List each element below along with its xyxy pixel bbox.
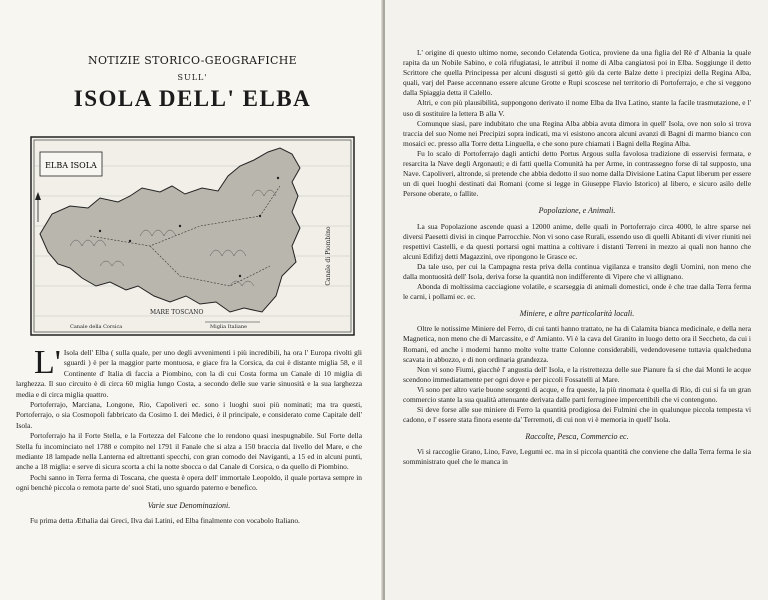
title-small: NOTIZIE STORICO-GEOGRAFICHE	[88, 54, 297, 67]
section-heading-miniere: Miniere, e altre particolarità locali.	[519, 309, 635, 319]
section-heading-popolazione: Popolazione, e Animali.	[538, 206, 616, 216]
paragraph: Da tale uso, per cui la Campagna resta priva della continua vigilanza e transito degli Uomini, non meno che dalla montuosità dell' Isola, deriva forse la quantità non indifferente di Vipere che vi allignano.	[403, 261, 751, 281]
paragraph: Non vi sono Fiumi, giacchè l' angustia dell' Isola, e la ristrettezza delle sue Pianure fa si che dai Monti le acque scendono immediatamente per ogni dove e per piccoli Fossatelli al Mare.	[403, 364, 751, 384]
elba-map	[30, 136, 355, 336]
paragraph: Si deve forse alle sue miniere di Ferro la quantità prodigiosa dei Fulmini che in qualunque piccola tempesta vi cadono, e l' essere stata finora esente da' Terremoti, di cui non vi è memoria in quell' Isola.	[403, 405, 751, 425]
paragraph: Fu lo scalo di Portoferrajo dagli antichi detto Portus Argous sulla favolosa tradizione di esservisi fermata, e resarcita la Nave degli Argonauti; e di fatti quella Comunità ha per Arme, in contrassegno forse di tal supposto, una Nave. Capoliveri, altronde, si pretende che abbia dedotto il suo nome dalla Divisione Latina Caput liberum per essere un di quei luoghi destinati dai Romani (come si legge in Giuseppe Flavio Istorico) al libero, e sicuro asilo delle Persone oberate, o fallite.	[403, 148, 751, 199]
paragraph: La sua Popolazione ascende quasi a 12000 anime, delle quali in Portoferrajo circa 4000, le altre sparse nei diversi Paesetti divisi in cinque Parrocchie. Non vi sono case Rurali, essendo uso di quelli Abitanti di viver riuniti nei respettivi Castelli, e da questi portarsi ogni mattina a coltivare i distanti Terreni in mezzo ai quali non hanno che alcuni Edifizj detti Magazzini, ove ripongono le Grasce ec.	[403, 221, 751, 261]
title-big: ISOLA DELL' ELBA	[73, 86, 312, 111]
paragraph: Portoferrajo, Marciana, Longone, Rio, Capoliveri ec. sono i luoghi suoi più nominati; ma tra questi, Portoferrajo, o sia Cosmopoli fabbricato da Cosimo I. dei Medici, è il principale, e considerato come Capitale dell' Isola.	[16, 400, 362, 430]
paragraph: Abonda di moltissima cacciagione volatile, e scarseggia di animali domestici, onde è che trae dalla Terra ferma le carni, i pollami ec. ec.	[403, 282, 751, 302]
map-bottom-left: Canale della Corsica	[70, 324, 123, 330]
title-sull: SULL'	[177, 73, 208, 82]
map-sea-label: MARE TOSCANO	[150, 309, 204, 316]
left-page	[0, 0, 383, 600]
paragraph: Vi si raccoglie Grano, Lino, Fave, Legumi ec. ma in sì piccola quantità che conviene che dalla Terra ferma le sia somministrato quel che le manca in	[403, 447, 751, 467]
section-heading-varie: Varie sue Denominazioni.	[147, 500, 231, 510]
right-body	[403, 48, 751, 468]
section-heading-raccolte: Raccolte, Pesca, Commercio ec.	[525, 432, 629, 442]
paragraph: Isola dell' Elba ( sulla quale, per uno degli avvenimenti i più incredibili, ha ora l' Europa rivolti gli sguardi ) è per la maggior parte montuosa, e giace fra la Corsica, da cui è distante miglia 58, e il Continente d' Italia di faccia a Piombino, con la di cui Costa forma un Canale di 10 miglia di larghezza. Il suo circuito è di circa 60 miglia lungo Costa, a secondo delle sue varie sinuosità e la sua larghezza media e di circa miglia quattro.	[16, 348, 362, 399]
paragraph: Pochi sanno in Terra ferma di Toscana, che questa è opera dell' immortale Leopoldo, il quale portava sempre in ogni benchè piccola o remota parte de' suoi Stati, uno sguardo paterno e benefico.	[16, 472, 362, 493]
paragraph: Oltre le notissime Miniere del Ferro, di cui tanti hanno trattato, ne ha di Calamita bianca medicinale, e della nera Magnetica, non meno che di Marcassite, e d' Amianto. Vi è la cava del Granito in luogo detto ora il Seccheto, da cui i Romani, ed anche i moderni hanno molte volte tratte Colonne considerabili, vedendovesene tuttavia qualcheduna scavata in abbozzo, e di non ordinaria grandezza.	[403, 324, 751, 364]
paragraph: Portoferrajo ha il Forte Stella, e la Fortezza del Falcone che lo rendono quasi inespugnabile. Sul Forte della Stella fu incominciato nel 1788 e compito nel 1791 il Fanale che si alza a 150 braccia dal livello del Mare, e che mediante 18 lampade nella Lanterna ed altrettanti specchi, con gran comodo dei Naviganti, a 15 ed in alcuni punti, anche a 18 miglia: e serve di sicura scorta a chi la notte sbocca o dal Canale di Corsica, o da quello di Piombino.	[16, 431, 362, 472]
map-canal-label: Canale di Piombino	[325, 226, 332, 286]
right-page	[385, 0, 768, 600]
paragraph: Vi sono per altro varie buone sorgenti di acque, e fra queste, la più rinomata è quella di Rio, di cui si fa un gran commercio stante la sua qualità attenuante derivata dalle parti ferruginee impercettibili che vi contengono.	[403, 384, 751, 404]
paragraph: Altri, e con più plausibilità, suppongono derivato il nome Elba da Ilva Latino, stante la facile trasmutazione, e l' uso di sostituire la lettera B alla V.	[403, 98, 751, 118]
paragraph: Comunque siasi, pare indubitato che una Regina Alba abbia avuta dimora in quell' Isola, ove non solo si trova traccia del suo Nome nei Precipizi sopra indicati, ma vi esistono ancora alcuni avanzi di Bagni di marmo bianco con mosaici ec. presso alla Torre detta Linguella, e che sono pure chiamati i Bagni della Regina Alba.	[403, 118, 751, 148]
map-bottom-right: Miglia Italiane	[210, 324, 248, 330]
paragraph: Fu prima detta Æthalia dai Greci, Ilva dai Latini, ed Elba finalmente con vocabolo Italiano.	[30, 516, 300, 526]
left-body	[16, 344, 362, 527]
paragraph: L' origine di questo ultimo nome, secondo Celatenda Gotica, proviene da una figlia del Rè d' Albania la quale rapita da un Nobile Sabino, e colà rifugiatasi, le attribuì il nome di Alba cangiatosi poi in Elba. Soggiunge il detto Scrittore che quella Principessa per alcuni disgusti si gettò giù da certe Balze dette i precipizi della Regina Alba, quali, varj del Paese accennano essere alcune Grotte e Rupi scoscese nel territorio di Portoferrajo, e che si veggono dalla Spiaggia detta il Calello.	[403, 48, 751, 98]
dropcap: L'	[34, 344, 61, 381]
map-cartouche: ELBA ISOLA	[45, 161, 97, 170]
